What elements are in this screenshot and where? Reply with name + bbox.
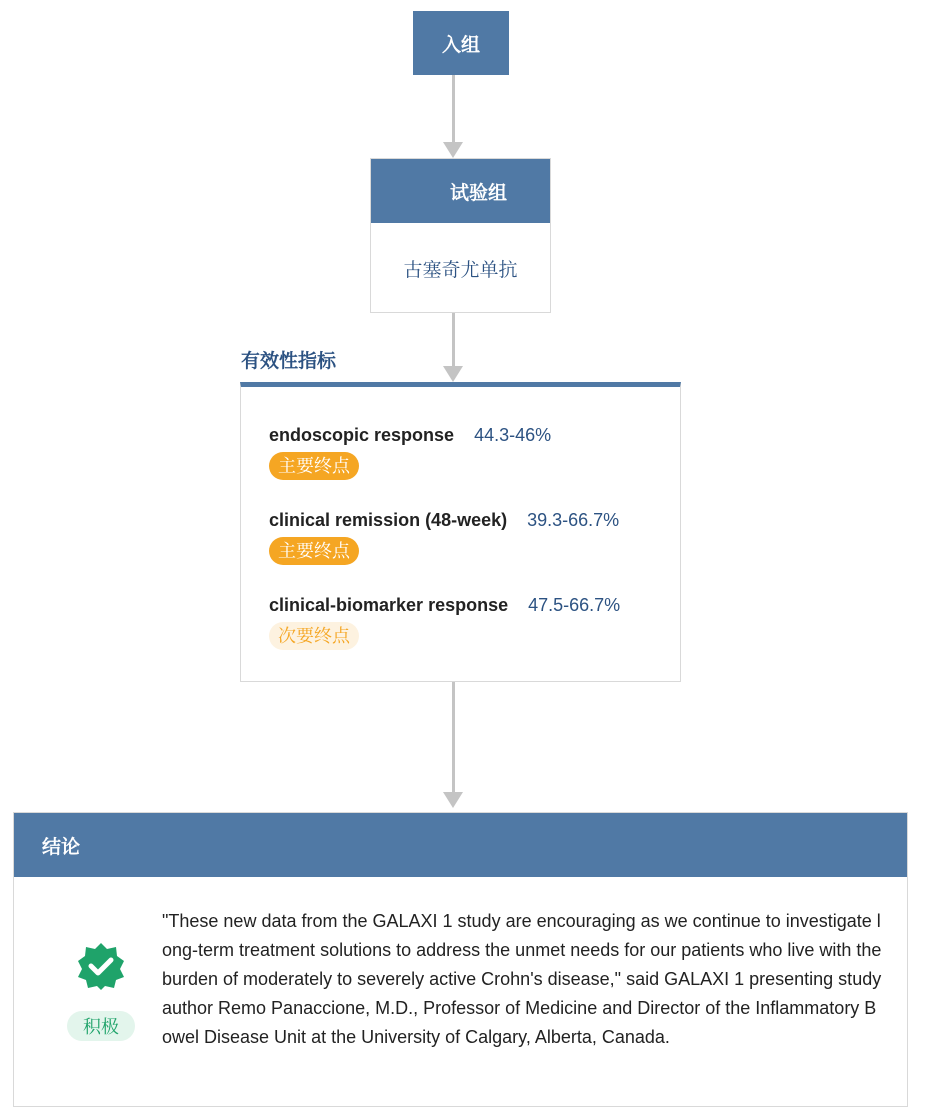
- endpoint-tag: 次要终点: [269, 622, 359, 650]
- check-badge-icon: [76, 941, 126, 991]
- arrowhead-icon: [443, 366, 463, 382]
- conclusion-panel: [13, 812, 908, 1107]
- connector-arrow: [452, 75, 455, 145]
- indicator-item: [269, 425, 551, 480]
- indicator-name: clinical remission (48-week): [269, 510, 508, 530]
- indicator-name: clinical-biomarker response: [269, 595, 509, 615]
- endpoint-tag: 主要终点: [269, 537, 359, 565]
- arrowhead-icon: [443, 142, 463, 158]
- indicator-value: 47.5-66.7%: [528, 595, 621, 615]
- enroll-node: 入组: [413, 11, 509, 75]
- indicator-item: [269, 595, 620, 650]
- indicator-item: [269, 510, 619, 565]
- conclusion-text: "These new data from the GALAXI 1 study are encouraging as we continue to investigate long-term treatment solutions to address the unmet needs for our patients who live with the burden of moderately to severely active Crohn's disease," said GALAXI 1 presenting study author Remo Panaccione, M.D., Professor of Medicine and Director of the Inflammatory Bowel Disease Unit at the University of Calgary, Alberta, Canada.: [162, 911, 882, 1047]
- indicator-value: 39.3-66.7%: [527, 510, 620, 530]
- indicator-name: endoscopic response: [269, 425, 455, 445]
- test-group-drug: 古塞奇尤单抗: [403, 259, 518, 281]
- positive-badge: 积极: [67, 1011, 135, 1041]
- efficacy-title: 有效性指标: [241, 351, 337, 372]
- endpoint-tag: 主要终点: [269, 452, 359, 480]
- arrowhead-icon: [443, 792, 463, 808]
- conclusion-title: 结论: [14, 813, 907, 877]
- test-group-node: [370, 158, 551, 313]
- efficacy-panel: [240, 382, 681, 682]
- test-group-title: 试验组: [371, 159, 550, 223]
- connector-arrow: [452, 313, 455, 368]
- indicator-value: 44.3-46%: [474, 425, 552, 445]
- connector-arrow: [452, 682, 455, 794]
